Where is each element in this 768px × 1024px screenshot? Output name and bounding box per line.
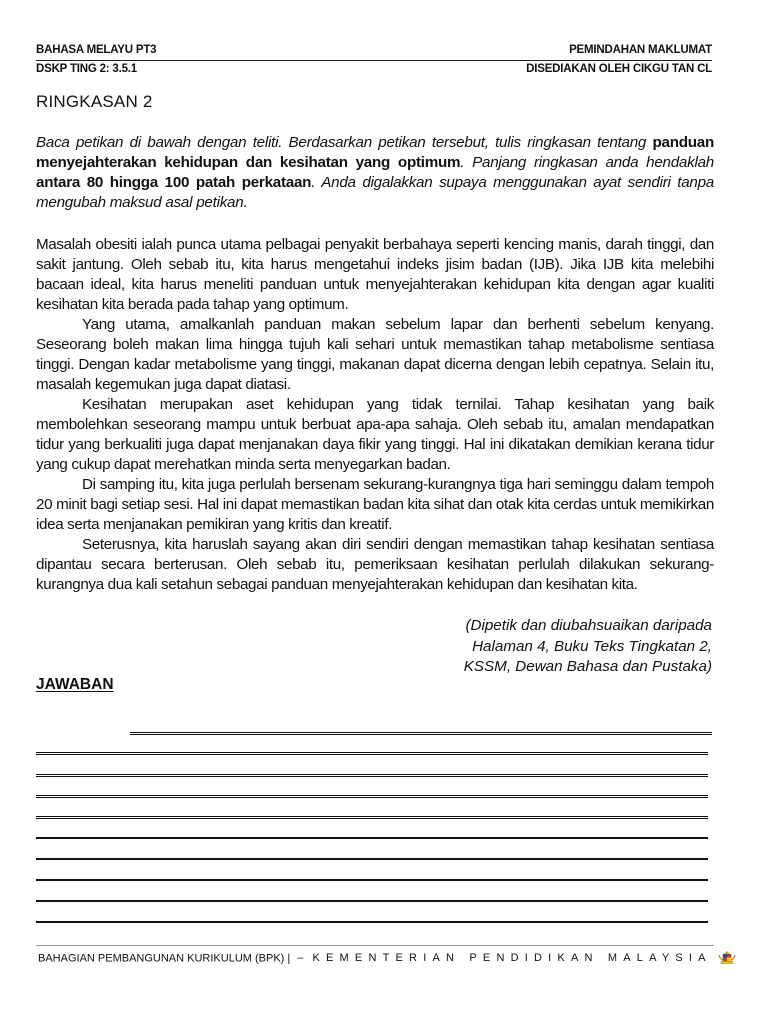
header-row-1 (36, 44, 712, 58)
header-subject: BAHASA MELAYU PT3 (36, 44, 157, 56)
instruction-bold-2: antara 80 hingga 100 patah perkataan (36, 174, 312, 191)
source-line-2: Halaman 4, Buku Teks Tingkatan 2, (472, 637, 712, 655)
answer-line[interactable] (36, 858, 708, 860)
header-divider (36, 60, 712, 61)
answer-line[interactable] (130, 732, 712, 735)
source-line-3: KSSM, Dewan Bahasa dan Pustaka) (463, 658, 712, 675)
answer-line[interactable] (36, 795, 708, 798)
passage (36, 235, 714, 595)
instruction-part-1: Baca petikan di bawah dengan teliti. Berdasarkan petikan tersebut, tulis ringkasan tentang (36, 134, 653, 151)
instructions (36, 133, 714, 213)
instruction-part-2: . Panjang ringkasan anda hendaklah (460, 154, 714, 171)
answer-line[interactable] (36, 921, 708, 923)
footer-divider (36, 945, 714, 946)
header-author: DISEDIAKAN OLEH CIKGU TAN CL (526, 63, 712, 75)
answer-line[interactable] (36, 879, 708, 881)
answer-line[interactable] (36, 837, 708, 839)
answer-line[interactable] (36, 816, 708, 819)
answer-line[interactable] (36, 774, 708, 777)
answer-heading: JAWABAN (36, 676, 114, 693)
passage-paragraph-5: Seterusnya, kita haruslah sayang akan diri sendiri dengan memastikan tahap kesihatan sentiasa dipantau secara berterusan. Oleh sebab itu, pemeriksaan kesihatan perlulah dilakukan sekurang-kurangnya dua kali setahun sebagai panduan menyejahterakan kehidupan dan kesihatan kita. (36, 536, 714, 593)
footer-ministry: KEMENTERIAN PENDIDIKAN MALAYSIA (312, 952, 712, 965)
source-line-1: (Dipetik dan diubahsuaikan daripada (465, 617, 712, 634)
footer-dash: – (297, 952, 304, 965)
header-topic: PEMINDAHAN MAKLUMAT (569, 44, 712, 56)
passage-paragraph-1: Masalah obesiti ialah punca utama pelbagai penyakit berbahaya seperti kencing manis, darah tinggi, dan sakit jantung. Oleh sebab itu, kita harus mengetahui indeks jisim badan (IJB). Jika IJB kita melebihi bacaan ideal, kita harus meneliti panduan untuk menyejahterakan kehidupan kita dengan agar kualiti kesihatan kita berada pada tahap yang optimum. (36, 236, 714, 313)
footer-department: BAHAGIAN PEMBANGUNAN KURIKULUM (BPK) | (38, 952, 291, 965)
instruction-bold-1: panduan menyejahterakan kehidupan dan kesihatan yang optimum (36, 134, 714, 171)
malaysia-crest-icon (717, 950, 737, 967)
header-dskp: DSKP TING 2: 3.5.1 (36, 63, 138, 75)
answer-line[interactable] (36, 900, 708, 902)
footer (38, 950, 737, 967)
header-row-2 (36, 63, 712, 77)
passage-paragraph-2: Yang utama, amalkanlah panduan makan sebelum lapar dan berhenti sebelum kenyang. Seseorang boleh makan lima hingga tujuh kali sehari untuk memastikan tahap metabolisme sentiasa tinggi. Dengan kadar metabolisme yang tinggi, makanan dapat dicerna dengan lebih cepatnya. Selain itu, masalah kegemukan juga dapat diatasi. (36, 316, 714, 393)
page-title: RINGKASAN 2 (36, 92, 153, 111)
passage-paragraph-4: Di samping itu, kita juga perlulah bersenam sekurang-kurangnya tiga hari seminggu dalam tempoh 20 minit bagi setiap sesi. Hal ini dapat memastikan badan kita sihat dan otak kita cerdas untuk memikirkan idea serta menjanakan pemikiran yang kritis dan kreatif. (36, 476, 714, 533)
passage-paragraph-3: Kesihatan merupakan aset kehidupan yang tidak ternilai. Tahap kesihatan yang baik membolehkan seseorang mampu untuk berbuat apa-apa sahaja. Oleh sebab itu, amalan mendapatkan tidur yang berkualiti juga dapat menjanakan daya fikir yang tinggi. Hal ini dikatakan demikian kerana tidur yang cukup dapat merehatkan minda serta menyegarkan badan. (36, 396, 714, 473)
instruction-part-3: . Anda digalakkan supaya menggunakan ayat sendiri tanpa mengubah maksud asal petikan. (36, 174, 715, 211)
answer-line[interactable] (36, 752, 708, 755)
source-citation (464, 616, 712, 678)
